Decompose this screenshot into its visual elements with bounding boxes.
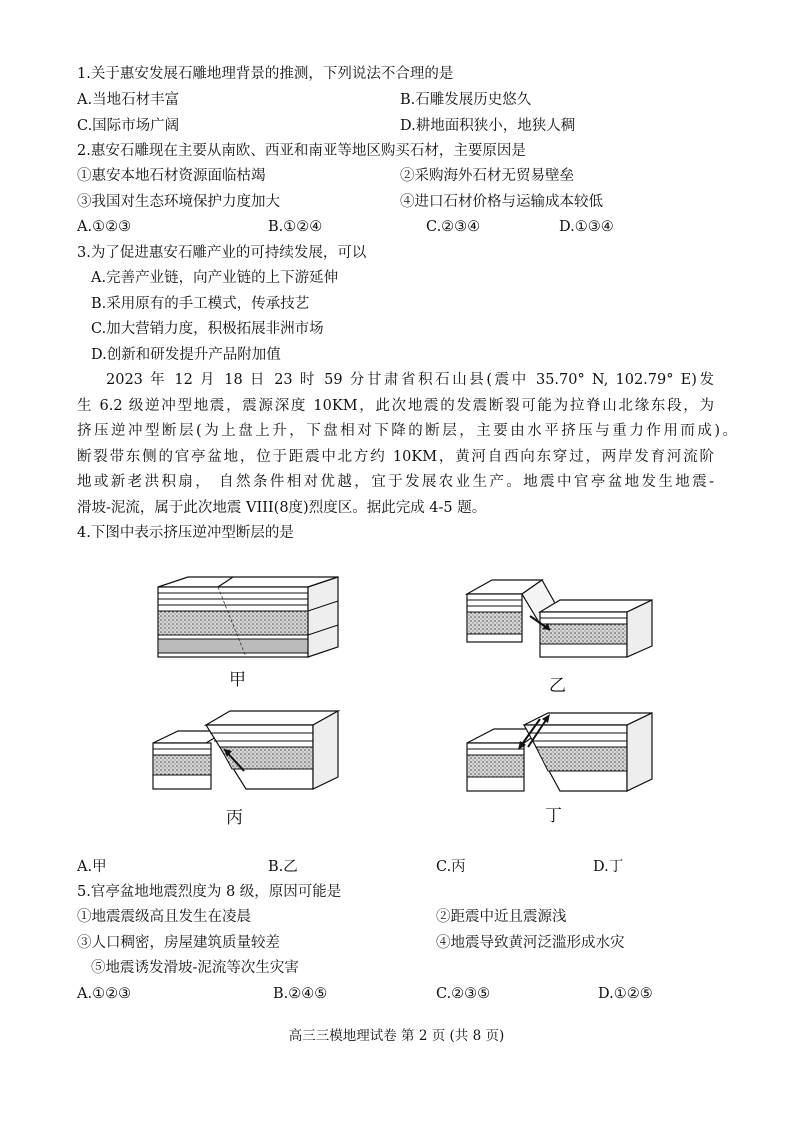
q4-option-a: A.甲 — [77, 859, 107, 875]
q5-option-b: B.②④⑤ — [273, 986, 328, 1002]
q4-stem: 4.下图中表示挤压逆冲型断层的是 — [77, 525, 294, 541]
fault-diagram-yi — [462, 572, 662, 667]
q1-stem: 1.关于惠安发展石雕地理背景的推测，下列说法不合理的是 — [77, 66, 454, 82]
q3-option-b: B.采用原有的手工模式，传承技艺 — [91, 296, 310, 312]
q2-option-b: B.①②④ — [268, 219, 323, 235]
passage-line-4: 断裂带东侧的官亭盆地，位于距震中北方约 10KM，黄河自西向东穿过，两岸发育河流阶 — [77, 449, 714, 465]
q5-item-5: ⑤地震诱发滑坡-泥流等次生灾害 — [91, 960, 299, 976]
q2-option-a: A.①②③ — [77, 219, 132, 235]
fault-diagram-jia — [148, 575, 348, 665]
q3-stem: 3.为了促进惠安石雕产业的可持续发展，可以 — [77, 245, 367, 261]
passage-line-6: 滑坡-泥流，属于此次地震 VIII(8度)烈度区。据此完成 4-5 题。 — [77, 500, 487, 516]
figure-label-ding: 丁 — [545, 806, 562, 826]
q5-item-1: ①地震震级高且发生在凌晨 — [77, 909, 251, 925]
q2-option-d: D.①③④ — [559, 219, 614, 235]
q5-option-d: D.①②⑤ — [598, 986, 653, 1002]
q1-option-a: A.当地石材丰富 — [77, 92, 180, 108]
q5-stem: 5.官亭盆地地震烈度为 8 级，原因可能是 — [77, 884, 342, 900]
q4-option-c: C.丙 — [436, 859, 466, 875]
q2-item-1: ①惠安本地石材资源面临枯竭 — [77, 168, 266, 184]
figure-label-bing: 丙 — [226, 808, 243, 828]
q2-item-4: ④进口石材价格与运输成本较低 — [400, 194, 603, 210]
q2-stem: 2.惠安石雕现在主要从南欧、西亚和南亚等地区购买石材，主要原因是 — [77, 143, 526, 159]
passage-line-3: 挤压逆冲型断层(为上盘上升，下盘相对下降的断层，主要由水平挤压与重力作用而成)。 — [77, 423, 737, 439]
fault-diagram-ding — [462, 705, 662, 800]
q5-item-4: ④地震导致黄河泛滥形成水灾 — [436, 935, 625, 951]
figure-label-jia: 甲 — [229, 670, 246, 690]
q2-option-c: C.②③④ — [426, 219, 481, 235]
fault-diagram-bing — [148, 705, 348, 800]
figure-label-yi: 乙 — [549, 676, 566, 696]
q3-option-d: D.创新和研发提升产品附加值 — [91, 347, 281, 363]
q5-option-c: C.②③⑤ — [436, 986, 491, 1002]
q5-item-2: ②距震中近且震源浅 — [436, 909, 567, 925]
q3-option-c: C.加大营销力度，积极拓展非洲市场 — [91, 321, 324, 337]
q2-item-2: ②采购海外石材无贸易壁垒 — [400, 168, 574, 184]
q5-item-3: ③人口稠密，房屋建筑质量较差 — [77, 935, 280, 951]
passage-line-5: 地或新老洪积扇， 自然条件相对优越，宜于发展农业生产。地震中官亭盆地发生地震- — [77, 474, 714, 490]
q4-option-b: B.乙 — [268, 859, 298, 875]
passage-line-2: 生 6.2 级逆冲型地震，震源深度 10KM，此次地震的发震断裂可能为拉脊山北缘东段，为 — [77, 398, 714, 414]
q1-option-c: C.国际市场广阔 — [77, 118, 180, 134]
passage-line-1: 2023 年 12 月 18 日 23 时 59 分甘肃省积石山县(震中 35.70° N, 102.79° E)发 — [106, 372, 714, 388]
q1-option-d: D.耕地面积狭小，地狭人稠 — [400, 118, 576, 134]
q3-option-a: A.完善产业链，向产业链的上下游延伸 — [91, 270, 339, 286]
q1-option-b: B.石雕发展历史悠久 — [400, 92, 532, 108]
page-footer: 高三三模地理试卷 第 2 页 (共 8 页) — [288, 1028, 505, 1044]
q4-option-d: D.丁 — [593, 859, 624, 875]
q5-option-a: A.①②③ — [77, 986, 132, 1002]
q2-item-3: ③我国对生态环境保护力度加大 — [77, 194, 280, 210]
